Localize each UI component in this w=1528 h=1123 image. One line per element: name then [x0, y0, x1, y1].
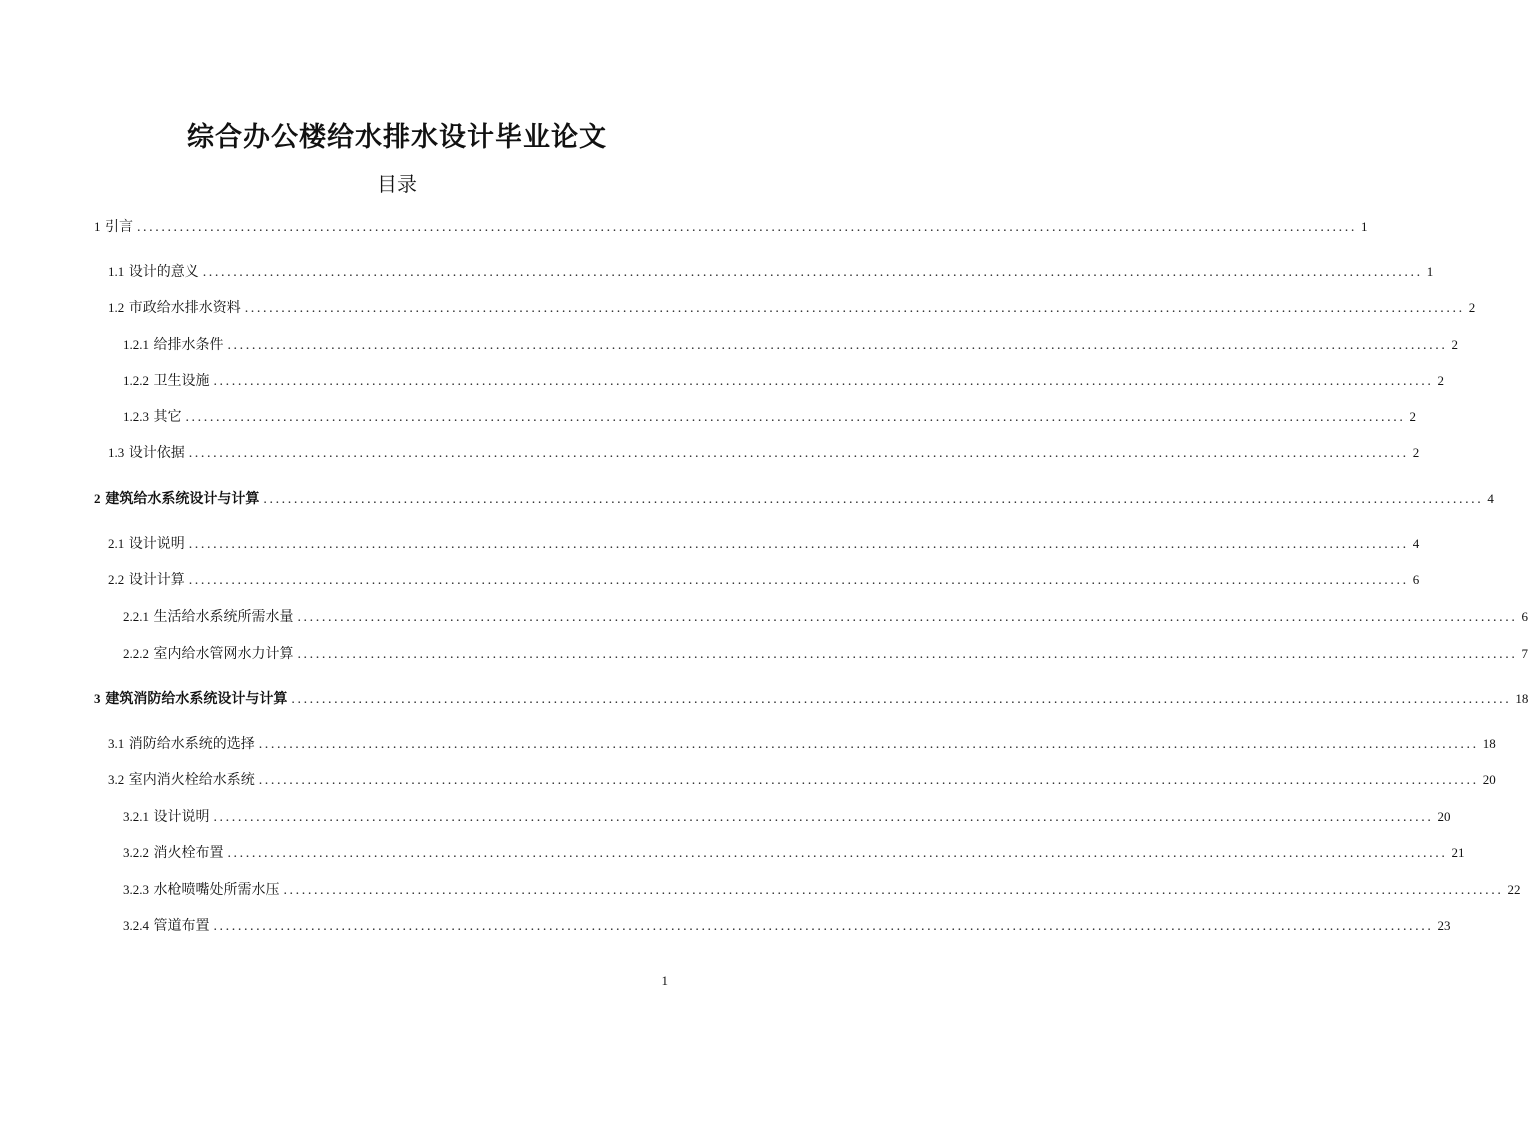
toc-entry-number: 3	[94, 691, 101, 706]
toc-entry-text: 室内消火栓给水系统	[128, 772, 255, 788]
toc-leader-dots: ........................................................................................................................................................................................................	[188, 446, 1409, 461]
toc-entry[interactable]	[123, 806, 1451, 830]
toc-entry[interactable]	[123, 334, 1458, 358]
toc-entry-text: 设计说明	[128, 536, 185, 552]
toc-entry-text: 建筑给水系统设计与计算	[105, 491, 260, 507]
toc-entry-number: 2.1	[108, 536, 125, 551]
toc-entry-page: 20	[1482, 772, 1496, 787]
toc-entry-number: 1.2.3	[123, 409, 149, 424]
toc-entry[interactable]	[94, 688, 1528, 712]
toc-entry-label	[123, 879, 279, 899]
toc-leader-dots: ........................................................................................................................................................................................................	[258, 773, 1479, 788]
toc-leader-dots: ........................................................................................................................................................................................................	[213, 374, 1434, 389]
toc-entry-label	[123, 643, 293, 663]
toc-entry[interactable]	[123, 879, 1521, 903]
toc-entry-label	[123, 406, 181, 426]
toc-entry-text: 水枪喷嘴处所需水压	[153, 882, 280, 898]
toc-entry-number: 3.2.1	[123, 809, 149, 824]
toc-leader-dots: ........................................................................................................................................................................................................	[202, 265, 1423, 280]
toc-entry-label	[123, 370, 209, 390]
toc-entry-page: 22	[1507, 882, 1521, 897]
toc-entry-label	[94, 488, 259, 508]
toc-entry-label	[108, 442, 185, 462]
toc-leader-dots: ........................................................................................................................................................................................................	[244, 301, 1465, 316]
toc-entry-page: 2	[1409, 409, 1416, 424]
toc-leader-dots: ........................................................................................................................................................................................................	[263, 492, 1484, 507]
toc-entry-text: 建筑消防给水系统设计与计算	[105, 691, 288, 707]
toc-entry-number: 3.1	[108, 736, 125, 751]
toc-entry-text: 市政给水排水资料	[128, 300, 241, 316]
toc-entry-label	[123, 334, 223, 354]
toc-entry-label	[108, 733, 255, 753]
toc-entry-number: 2.2	[108, 572, 125, 587]
toc-entry-number: 1.3	[108, 445, 125, 460]
toc-entry-number: 1.2.1	[123, 337, 149, 352]
toc-leader-dots: ........................................................................................................................................................................................................	[283, 883, 1504, 898]
toc-entry-label	[108, 261, 199, 281]
toc-heading: 目录	[377, 172, 417, 196]
toc-entry-number: 2	[94, 491, 101, 506]
toc-entry[interactable]	[123, 842, 1465, 866]
toc-entry-text: 引言	[104, 219, 133, 235]
toc-entry-page: 7	[1521, 646, 1528, 661]
toc-entry-page: 6	[1412, 572, 1420, 587]
toc-entry-text: 设计的意义	[128, 264, 199, 280]
toc-entry-page: 18	[1515, 691, 1528, 706]
toc-entry[interactable]	[123, 606, 1528, 630]
toc-entry-label	[94, 216, 133, 236]
toc-entry-label	[123, 606, 293, 626]
toc-entry-number: 3.2.3	[123, 882, 149, 897]
toc-entry[interactable]	[123, 643, 1528, 667]
toc-entry-label	[108, 533, 185, 553]
toc-entry-label	[123, 915, 209, 935]
toc-entry[interactable]	[123, 370, 1444, 394]
toc-entry-label	[108, 297, 241, 317]
toc-leader-dots: ........................................................................................................................................................................................................	[136, 220, 1357, 235]
document-title: 综合办公楼给水排水设计毕业论文	[187, 122, 607, 153]
toc-entry[interactable]	[123, 915, 1451, 939]
toc-entry[interactable]	[108, 297, 1476, 321]
toc-entry-page: 21	[1451, 845, 1465, 860]
toc-entry-text: 管道布置	[153, 918, 210, 934]
toc-entry-page: 18	[1482, 736, 1496, 751]
toc-entry-text: 设计计算	[128, 572, 185, 588]
page-number: 1	[661, 973, 668, 988]
toc-entry-page: 4	[1412, 536, 1420, 551]
toc-entry-number: 1.2	[108, 300, 125, 315]
toc-entry-label	[108, 569, 185, 589]
toc-leader-dots: ........................................................................................................................................................................................................	[185, 410, 1406, 425]
toc-leader-dots: ........................................................................................................................................................................................................	[213, 810, 1434, 825]
toc-entry-page: 23	[1437, 918, 1451, 933]
toc-entry[interactable]	[94, 488, 1494, 512]
toc-entry-text: 生活给水系统所需水量	[153, 609, 294, 625]
toc-entry-text: 消防给水系统的选择	[128, 736, 255, 752]
toc-entry-text: 设计说明	[153, 809, 210, 825]
toc-leader-dots: ........................................................................................................................................................................................................	[188, 573, 1409, 588]
toc-entry[interactable]	[108, 733, 1496, 757]
toc-entry-page: 2	[1412, 445, 1420, 460]
toc-leader-dots: ........................................................................................................................................................................................................	[227, 338, 1448, 353]
toc-entry-text: 给排水条件	[153, 337, 224, 353]
toc-entry-text: 其它	[153, 409, 182, 425]
toc-entry-number: 1.1	[108, 264, 125, 279]
toc-entry[interactable]	[94, 216, 1368, 240]
toc-entry-page: 6	[1521, 609, 1528, 624]
toc-leader-dots: ........................................................................................................................................................................................................	[297, 647, 1518, 662]
toc-entry-number: 2.2.2	[123, 646, 149, 661]
toc-entry[interactable]	[108, 769, 1496, 793]
toc-entry-page: 2	[1451, 337, 1458, 352]
toc-leader-dots: ........................................................................................................................................................................................................	[291, 692, 1512, 707]
toc-entry-label	[123, 806, 209, 826]
toc-entry-page: 2	[1437, 373, 1444, 388]
toc-entry-text: 卫生设施	[153, 373, 210, 389]
toc-entry-text: 设计依据	[128, 445, 185, 461]
toc-entry-label	[94, 688, 287, 708]
toc-entry-text: 消火栓布置	[153, 845, 224, 861]
toc-entry-page: 1	[1426, 264, 1434, 279]
toc-leader-dots: ........................................................................................................................................................................................................	[297, 610, 1518, 625]
toc-leader-dots: ........................................................................................................................................................................................................	[213, 919, 1434, 934]
toc-entry[interactable]	[123, 406, 1416, 430]
toc-entry-page: 4	[1487, 491, 1494, 506]
toc-leader-dots: ........................................................................................................................................................................................................	[258, 737, 1479, 752]
toc-entry-number: 3.2	[108, 772, 125, 787]
toc-entry-number: 3.2.2	[123, 845, 149, 860]
toc-entry[interactable]	[108, 569, 1420, 593]
toc-leader-dots: ........................................................................................................................................................................................................	[188, 537, 1409, 552]
toc-entry-page: 1	[1360, 219, 1368, 234]
toc-entry-number: 1.2.2	[123, 373, 149, 388]
toc-leader-dots: ........................................................................................................................................................................................................	[227, 846, 1448, 861]
toc-entry-number: 1	[94, 219, 101, 234]
toc-entry[interactable]	[108, 533, 1420, 557]
toc-entry-number: 3.2.4	[123, 918, 149, 933]
toc-entry-label	[123, 842, 223, 862]
toc-entry-text: 室内给水管网水力计算	[153, 646, 294, 662]
toc-entry-label	[108, 769, 255, 789]
toc-entry-number: 2.2.1	[123, 609, 149, 624]
toc-entry[interactable]	[108, 442, 1420, 466]
toc-entry[interactable]	[108, 261, 1434, 285]
toc-entry-page: 20	[1437, 809, 1451, 824]
toc-entry-page: 2	[1468, 300, 1476, 315]
